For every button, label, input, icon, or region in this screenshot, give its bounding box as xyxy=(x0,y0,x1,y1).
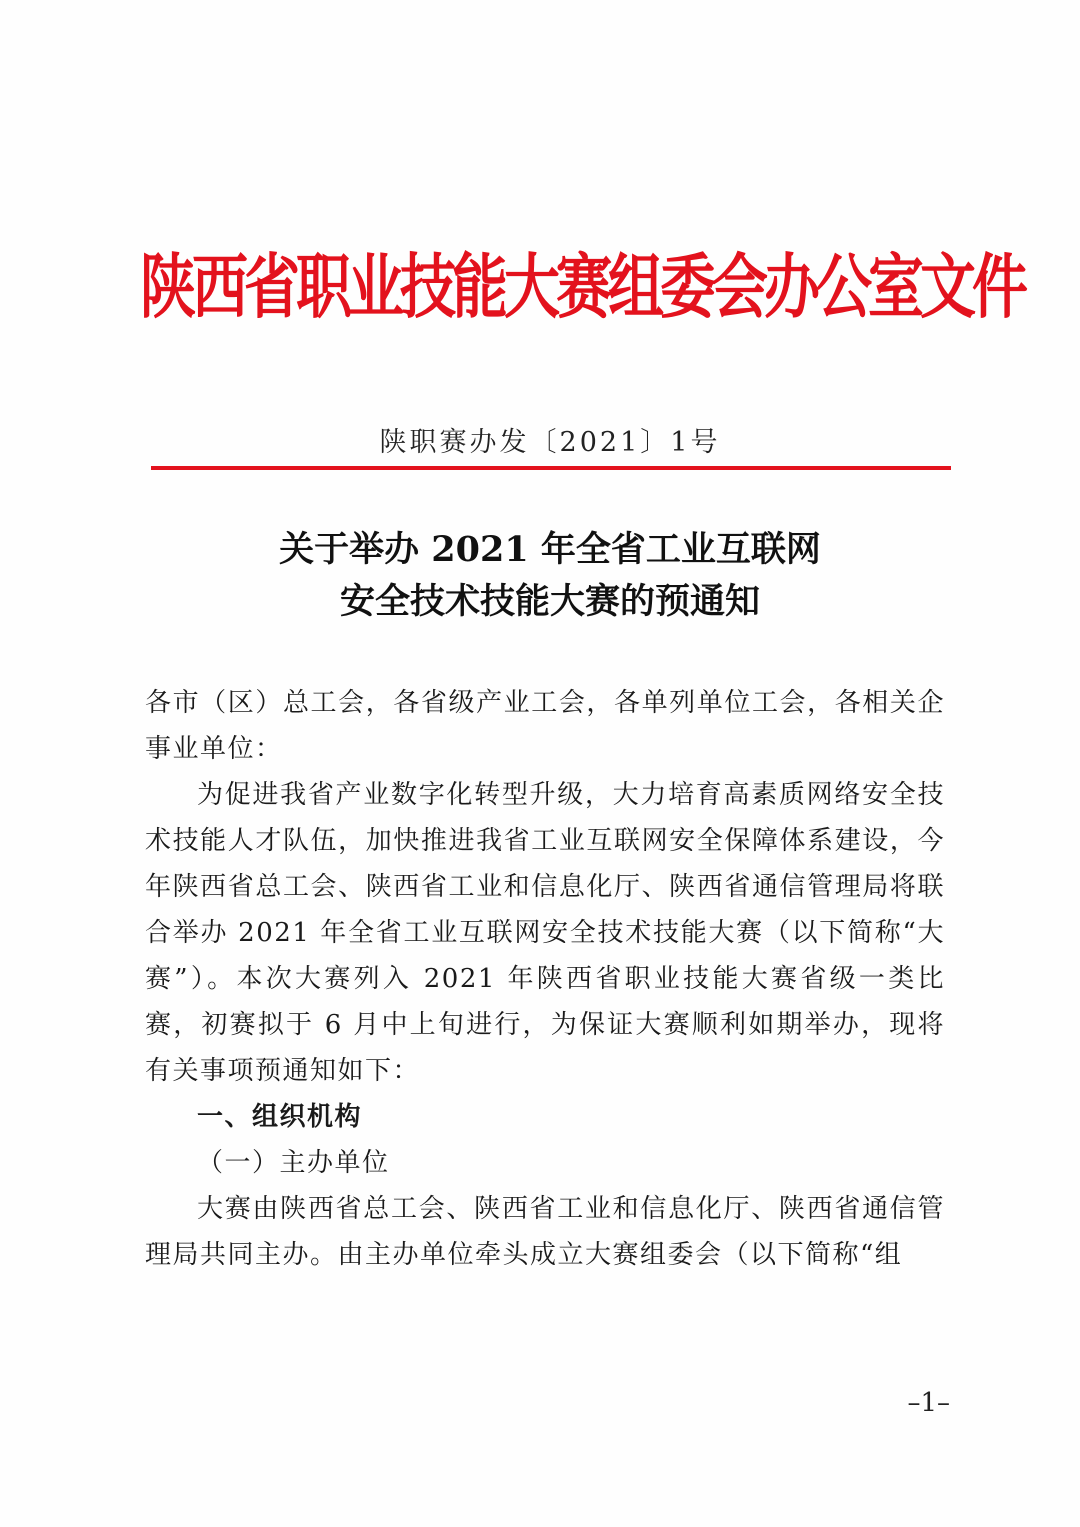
document-number: 陕职赛办发〔2021〕1号 xyxy=(379,427,721,458)
paragraph-intro: 为促进我省产业数字化转型升级，大力培育高素质网络安全技术技能人才队伍，加快推进我省工业互联网安全保障体系建设，今年陕西省总工会、陕西省工业和信息化厅、陕西省通信管理局将联合举办 2021 年全省工业互联网安全技术技能大赛（以下简称“大赛”）。本次大赛列入 2021 年陕西省职业技能大赛省级一类比赛，初赛拟于 6 月中上旬进行，为保证大赛顺利如期举办，现将有关事项预通知如下： xyxy=(145,780,945,1086)
notice-title-line-1: 关于举办 2021 年全省工业互联网 xyxy=(279,529,821,570)
notice-title xyxy=(150,524,950,628)
salutation: 各市（区）总工会，各省级产业工会，各单列单位工会，各相关企事业单位： xyxy=(145,688,945,764)
document-body xyxy=(145,680,945,1278)
document-header-title: 陕西省职业技能大赛组委会办公室文件 xyxy=(140,247,1024,329)
red-divider-line xyxy=(151,466,951,470)
paragraph-host: 大赛由陕西省总工会、陕西省工业和信息化厅、陕西省通信管理局共同主办。由主办单位牵头成立大赛组委会（以下简称“组 xyxy=(145,1194,945,1270)
section-heading-organization: 一、组织机构 xyxy=(197,1102,363,1132)
page-number: –1– xyxy=(907,1388,950,1418)
subsection-heading-host: （一）主办单位 xyxy=(197,1148,390,1178)
notice-title-line-2: 安全技术技能大赛的预通知 xyxy=(339,581,760,622)
